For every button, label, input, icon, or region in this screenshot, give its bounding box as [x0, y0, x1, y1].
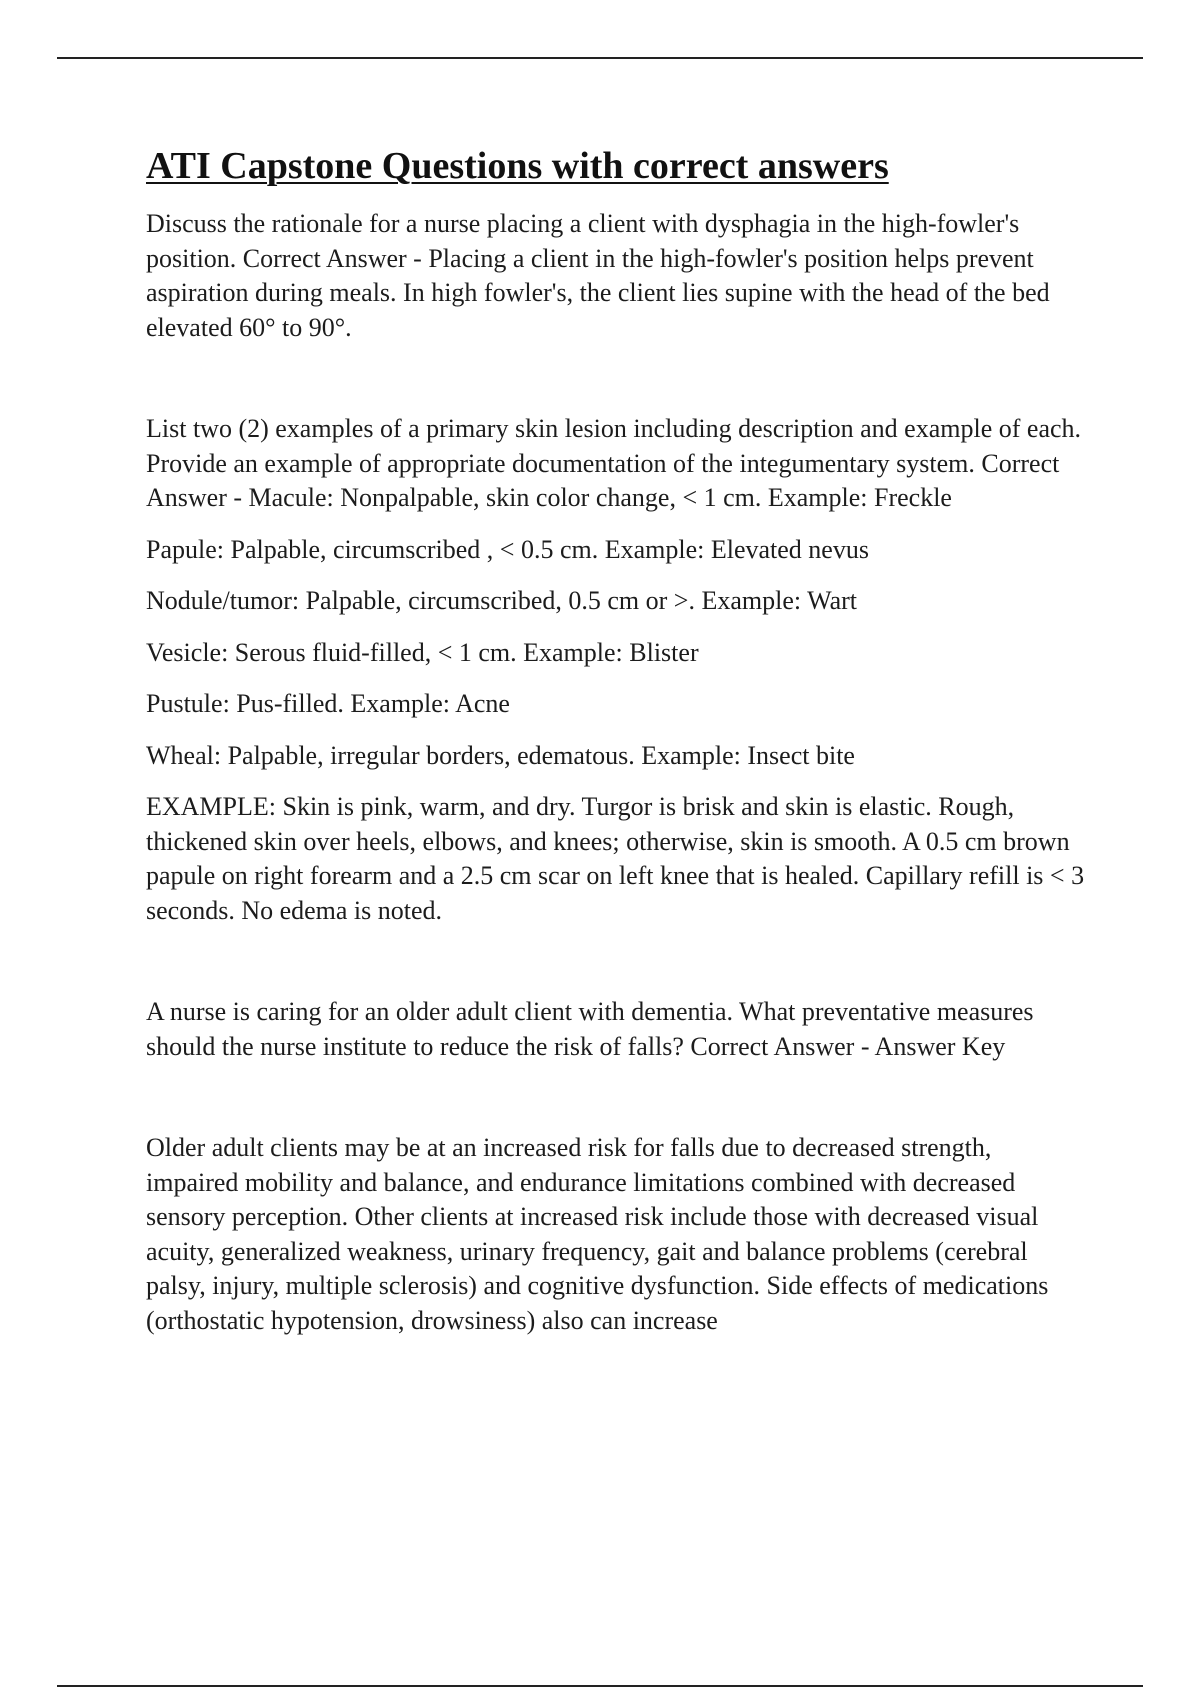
spacer	[146, 516, 1090, 533]
lesion-vesicle: Vesicle: Serous fluid-filled, < 1 cm. Example: Blister	[146, 637, 699, 667]
lesion-papule: Papule: Palpable, circumscribed , < 0.5 cm. Example: Elevated nevus	[146, 534, 869, 564]
spacer	[146, 345, 1090, 412]
spacer	[146, 1064, 1090, 1131]
top-rule	[57, 57, 1143, 59]
spacer	[146, 567, 1090, 584]
question-2: List two (2) examples of a primary skin lesion including description and example of each. Provide an example of appropriate documentation of the integumentary system. Correct Answer - Macule: Nonpalpable, skin color change, < 1 cm. Example: Freckle	[146, 414, 1082, 512]
lesion-pustule: Pustule: Pus-filled. Example: Acne	[146, 689, 510, 718]
question-3: A nurse is caring for an older adult client with dementia. What preventative measures should the nurse institute to reduce the risk of falls? Correct Answer - Answer Key	[146, 997, 1034, 1061]
documentation-example: EXAMPLE: Skin is pink, warm, and dry. Turgor is brisk and skin is elastic. Rough, thickened skin over heels, elbows, and knees; otherwise, skin is smooth. A 0.5 cm brown papule on right forearm and a 2.5 cm scar on left knee that is healed. Capillary refill is < 3 seconds. No edema is noted.	[146, 792, 1085, 925]
question-1: Discuss the rationale for a nurse placing a client with dysphagia in the high-fowler's position. Correct Answer - Placing a client in the high-fowler's position helps prevent aspiration during meals. In high fowler's, the client lies supine with the head of the bed elevated 60° to 90°.	[146, 209, 1050, 342]
answer-3: Older adult clients may be at an increased risk for falls due to decreased strength, impaired mobility and balance, and endurance limitations combined with decreased sensory perception. Other clients at increased risk include those with decreased visual acuity, generalized weakness, urinary frequency, gait and balance problems (cerebral palsy, injury, multiple sclerosis) and cognitive dysfunction. Side effects of medications (orthostatic hypotension, drowsiness) also can increase	[146, 1133, 1049, 1335]
page-title: ATI Capstone Questions with correct answers	[146, 145, 889, 187]
bottom-rule	[57, 1685, 1143, 1687]
spacer	[146, 619, 1090, 636]
spacer	[146, 928, 1090, 995]
lesion-wheal: Wheal: Palpable, irregular borders, edematous. Example: Insect bite	[146, 740, 855, 770]
spacer	[146, 722, 1090, 739]
lesion-nodule: Nodule/tumor: Palpable, circumscribed, 0.5 cm or >. Example: Wart	[146, 586, 858, 615]
document-body	[146, 142, 1090, 1338]
spacer	[146, 670, 1090, 687]
spacer	[146, 773, 1090, 790]
